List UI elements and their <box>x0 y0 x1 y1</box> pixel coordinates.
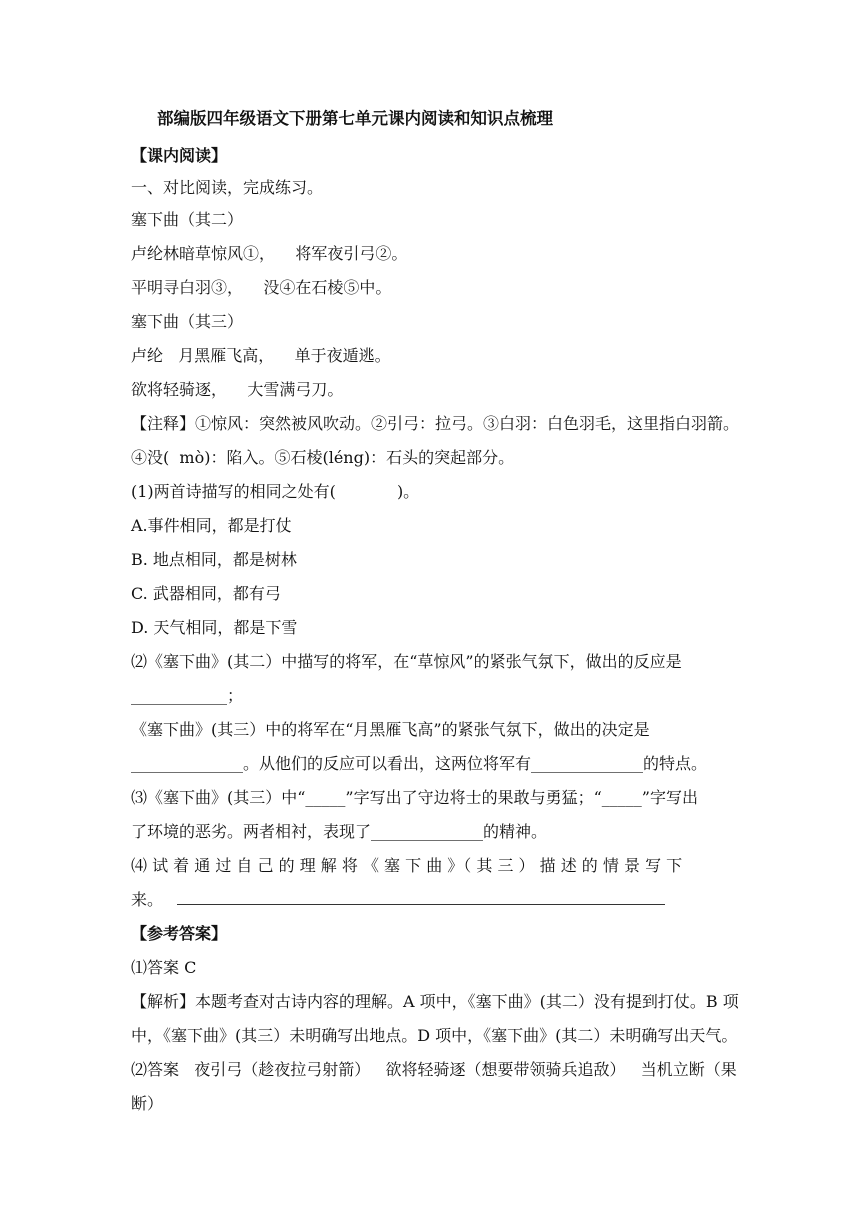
answer1: ⑴答案 C <box>131 958 197 977</box>
question1-stem: (1)两首诗描写的相同之处有( )。 <box>131 482 420 501</box>
answer-blank-line <box>177 904 665 905</box>
question1-option-b: B. 地点相同，都是树林 <box>131 550 297 569</box>
question2-line4: ______________。从他们的反应可以看出，这两位将军有______________的特点。 <box>131 754 708 773</box>
question2-line3: 《塞下曲》(其三）中的将军在“月黑雁飞高”的紧张气氛下，做出的决定是 <box>131 720 650 739</box>
document-title: 部编版四年级语文下册第七单元课内阅读和知识点梳理 <box>157 109 553 128</box>
section-heading-answers: 【参考答案】 <box>131 924 228 943</box>
analysis-line1: 【解析】本题考查对古诗内容的理解。A 项中，《塞下曲》(其二）没有提到打仗。B 项 <box>131 992 739 1011</box>
question3-line1: ⑶《塞下曲》(其三）中“_____”字写出了守边将士的果敢与勇猛；“_____”字写出 <box>131 788 698 807</box>
poem1-line2: 平明寻白羽③， 没④在石棱⑤中。 <box>131 278 392 297</box>
answer2-line2: 断） <box>131 1094 164 1113</box>
question1-option-a: A.事件相同，都是打仗 <box>131 516 292 535</box>
question2-line2: ____________； <box>131 686 244 705</box>
question2-line1: ⑵《塞下曲》(其二）中描写的将军，在“草惊风”的紧张气氛下，做出的反应是 <box>131 652 682 671</box>
answer2-line1: ⑵答案 夜引弓（趁夜拉弓射箭） 欲将轻骑逐（想要带领骑兵追敌） 当机立断（果 <box>131 1060 737 1079</box>
question1-option-d: D. 天气相同，都是下雪 <box>131 618 298 637</box>
question1-option-c: C. 武器相同，都有弓 <box>131 584 281 603</box>
notes-line1: 【注释】①惊风：突然被风吹动。②引弓：拉弓。③白羽：白色羽毛，这里指白羽箭。 <box>131 414 740 433</box>
question3-line2: 了环境的恶劣。两者相衬，表现了______________的精神。 <box>131 822 548 841</box>
question4-line2: 来。 <box>131 890 164 909</box>
poem2-line2: 欲将轻骑逐， 大雪满弓刀。 <box>131 380 344 399</box>
section-heading-reading: 【课内阅读】 <box>131 146 228 165</box>
poem1-title: 塞下曲（其二） <box>131 210 244 229</box>
question4-line1: ⑷ 试 着 通 过 自 己 的 理 解 将 《 塞 下 曲 》（ 其 三 ） 描 述 的 情 景 写 下 <box>131 856 683 875</box>
notes-line2: ④没( mò)：陷入。⑤石棱(léng)：石头的突起部分。 <box>131 448 515 467</box>
poem1-line1: 卢纶林暗草惊风①， 将军夜引弓②。 <box>131 244 408 263</box>
poem2-title: 塞下曲（其三） <box>131 312 244 331</box>
question-intro: 一、对比阅读，完成练习。 <box>131 178 324 197</box>
poem2-line1: 卢纶 月黑雁飞高， 单于夜遁逃。 <box>131 346 391 365</box>
analysis-line2: 中，《塞下曲》(其三）未明确写出地点。D 项中，《塞下曲》(其二）未明确写出天气。 <box>131 1026 738 1045</box>
